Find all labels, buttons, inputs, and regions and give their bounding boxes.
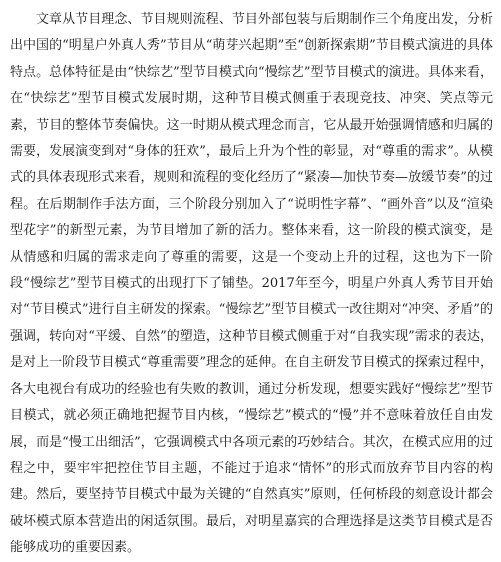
body-paragraph: 文章从节目理念、节目规则流程、节目外部包装与后期制作三个角度出发，分析出中国的“明星户外真人秀”节目从“萌芽兴起期”至“创新探索期”节目模式演进的具体特点。总体特征是由“快综艺”型节目模式向“慢综艺”型节目模式的演进。具体来看，在“快综艺”型节目模式发展时期，这种节目模式侧重于表现竞技、冲突、笑点等元素，节目的整体节奏偏快。这一时期从模式理念而言，它从最开始强调情感和归属的需要，发展演变到对“身体的狂欢”，最后上升为个性的彰显，对“尊重的需求”。从模式的具体表现形式来看，规则和流程的变化经历了“紧凑—加快节奏—放缓节奏”的过程。在后期制作手法方面，三个阶段分别加入了“说明性字幕”、“画外音”以及“渲染型花字”的新型元素，为节目增加了新的活力。整体来看，这一阶段的模式演变，是从情感和归属的需求走向了尊重的需要，这是一个变动上升的过程，这也为下一阶段“慢综艺”型节目模式的出现打下了铺垫。2017年至今，明星户外真人秀节目开始对“节目模式”进行自主研发的探索。“慢综艺”型节目模式一改往期对“冲突、矛盾”的强调，转向对“平缓、自然”的塑造，这种节目模式侧重于对“自我实现”需求的表达，是对上一阶段节目模式“尊重需要”理念的延伸。在自主研发节目模式的探索过程中，各大电视台有成功的经验也有失败的教训，通过分析发现，想要实践好“慢综艺”型节目模式，就必须正确地把握节目内核，“慢综艺”模式的“慢”并不意味着放任自由发展，而是“慢工出细活”，它强调模式中各项元素的巧妙结合。其次，在模式应用的过程之中，要牢牢把控住节目主题，不能过于追求“情怀”的形式而放弃节目内容的构建。然后，要坚持节目模式中最为关键的“自然真实”原则，任何桥段的刻意设计都会破坏模式原本营造出的闲适氛围。最后，对明星嘉宾的合理选择是这类节目模式是否能够成功的重要因素。 [10, 12, 493, 556]
